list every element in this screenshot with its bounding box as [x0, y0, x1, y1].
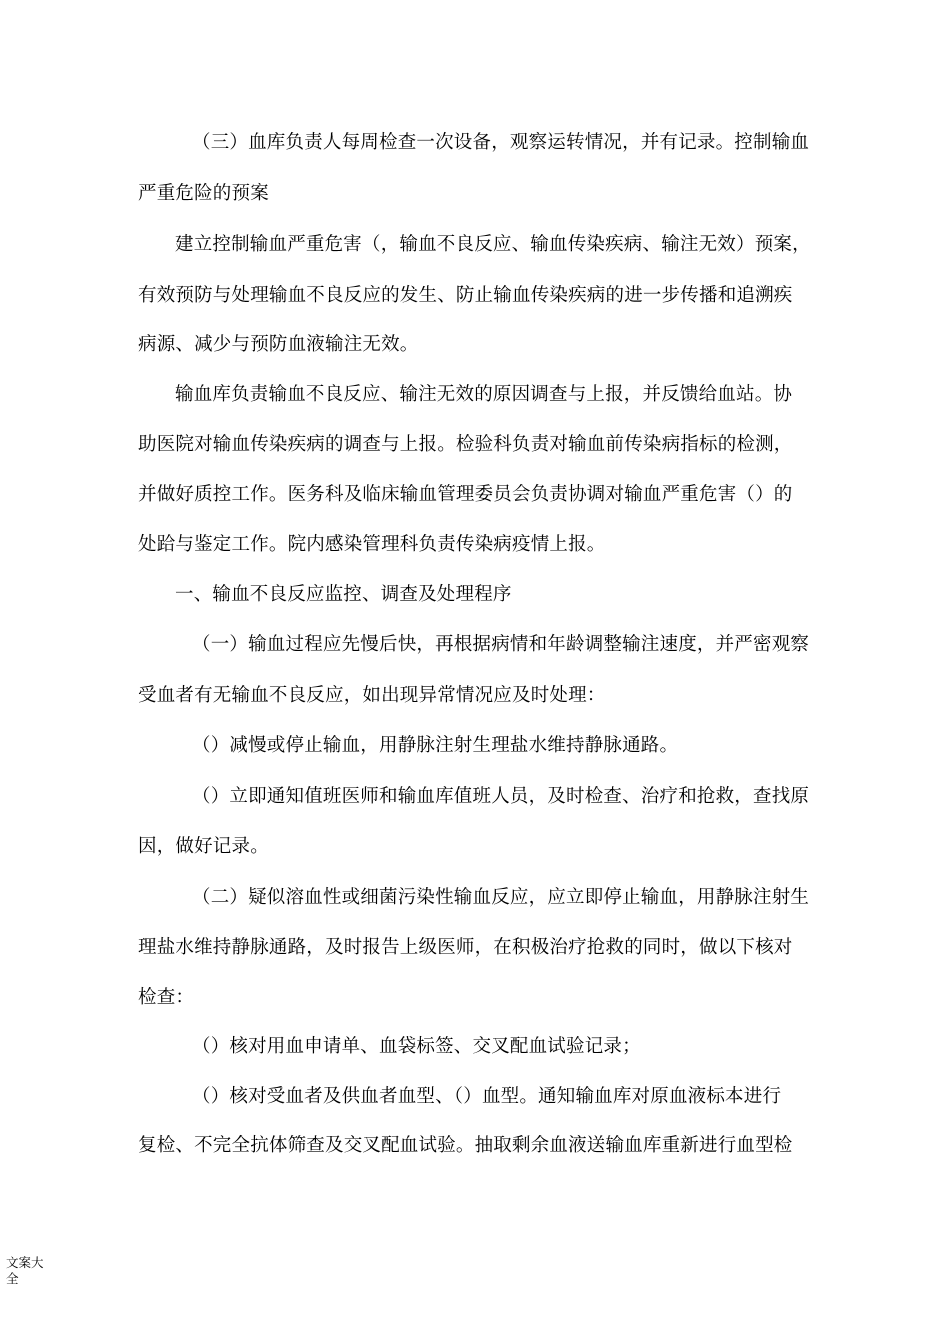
- text-line: （）立即通知值班医师和输血库值班人员，及时检查、治疗和抢救，查找原: [192, 786, 810, 807]
- text-line: 有效预防与处理输血不良反应的发生、防止输血传染疾病的进一步传播和追溯疾: [138, 285, 793, 306]
- text-line: 因，做好记录。: [138, 836, 269, 857]
- text-line: 理盐水维持静脉通路，及时报告上级医师，在积极治疗抢救的同时，做以下核对: [138, 937, 793, 958]
- text-line: （一）输血过程应先慢后快，再根据病情和年龄调整输注速度，并严密观察: [192, 634, 810, 655]
- text-line: 助医院对输血传染疾病的调查与上报。检验科负责对输血前传染病指标的检测，: [138, 434, 793, 455]
- text-line: （三）血库负责人每周检查一次设备，观察运转情况，并有记录。控制输血: [192, 132, 810, 153]
- text-line: （二）疑似溶血性或细菌污染性输血反应，应立即停止输血，用静脉注射生: [192, 887, 810, 908]
- text-line: 处跲与鉴定工作。院内感染管理科负责传染病疫情上报。: [138, 534, 606, 555]
- text-line: 建立控制输血严重危害（，输血不良反应、输血传染疾病、输注无效）预案，: [175, 234, 811, 255]
- text-line: （）核对受血者及供血者血型、（）血型。通知输血库对原血液标本进行: [192, 1086, 782, 1107]
- text-line: 并做好质控工作。医务科及临床输血管理委员会负责协调对输血严重危害（）的: [138, 484, 793, 505]
- footer-watermark: 文案大全: [6, 1255, 44, 1286]
- text-line: 复检、不完全抗体筛查及交叉配血试验。抽取剩余血液送输血库重新进行血型检: [138, 1135, 793, 1156]
- text-line: 病源、减少与预防血液输注无效。: [138, 334, 419, 355]
- section-heading: 一、输血不良反应监控、调查及处理程序: [175, 584, 512, 605]
- text-line: 输血库负责输血不良反应、输注无效的原因调查与上报，并反馈给血站。协: [175, 384, 793, 405]
- text-line: 严重危险的预案: [138, 183, 269, 204]
- text-line: （）减慢或停止输血，用静脉注射生理盐水维持静脉通路。: [192, 735, 679, 756]
- text-line: （）核对用血申请单、血袋标签、交叉配血试验记录；: [192, 1036, 641, 1057]
- text-line: 检查：: [138, 987, 195, 1008]
- text-line: 受血者有无输血不良反应，如出现异常情况应及时处理：: [138, 685, 606, 706]
